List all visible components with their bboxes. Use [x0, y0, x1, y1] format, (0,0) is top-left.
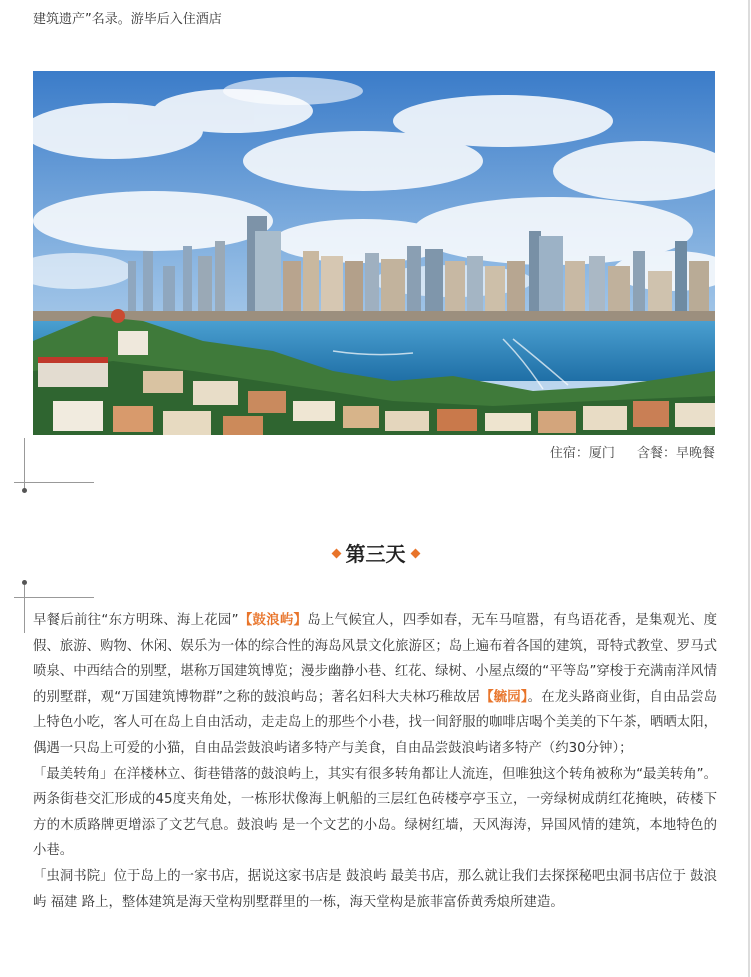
corner-ornament-dot: [22, 488, 27, 493]
diamond-icon: [410, 549, 420, 559]
itinerary-paragraph: [33, 608, 717, 762]
day-title: [0, 538, 751, 567]
photo-caption: [544, 442, 715, 461]
xiamen-skyline-photo: [33, 71, 715, 435]
highlight-yuyuan: 【毓园】: [480, 689, 528, 705]
page-right-border: [748, 0, 750, 977]
paragraph-text: 。在龙头路商业街，自由品尝岛上特色小吃，客人可在岛上自由活动，走走岛上的那些个小巷，找一间舒服的咖啡店喝个美美的下午茶，晒晒太阳，偶遇一只岛上可爱的小猫，自由品尝鼓浪屿诸多特产与美食，自由品尝鼓浪屿诸多特产（约30分钟）；: [33, 689, 717, 756]
itinerary-paragraph: 「虫洞书院」位于岛上的一家书店，据说这家书店是 鼓浪屿 最美书店，那么就让我们去探探秘吧虫洞书店位于 鼓浪屿 福建 路上，整体建筑是海天堂构别墅群里的一栋，海天堂构是旅菲富侨黄秀烺所建造。: [33, 868, 717, 910]
paragraph-text: 早餐后前往“东方明珠、海上花园”: [33, 613, 239, 628]
stay-label: 住宿：厦门: [549, 446, 615, 461]
paragraph-text: 岛上气候宜人，四季如春，无车马喧嚣，有鸟语花香，是集观光、度假、旅游、购物、休闲、娱乐为一体的综合性的海岛风景文化旅游区；岛上遍布着各国的建筑，哥特式教堂、罗马式喷泉、中西结合的别墅，堪称万国建筑博览；漫步幽静小巷、红花、绿树、小屋点缀的“平等岛”穿梭于充满南洋风情的别墅群，观“万国建筑博物群”之称的鼓浪屿岛；著名妇科大夫林巧稚故居: [33, 613, 718, 705]
itinerary-paragraph: 「最美转角」在洋楼林立、街巷错落的鼓浪屿上，其实有很多转角都让人流连，但唯独这个转角被称为“最美转角”。两条街巷交汇形成的45度夹角处，一栋形状像海上帆船的三层红色砖楼亭亭玉立，一旁绿树成荫红花掩映，砖楼下方的木质路牌更增添了文艺气息。鼓浪屿 是一个文艺的小岛。绿树红墙，天风海涛，异国风情的建筑，本地特色的小巷。: [33, 766, 717, 859]
corner-ornament-line: [24, 585, 25, 633]
highlight-gulangyu: 【鼓浪屿】: [238, 613, 308, 628]
diamond-icon: [331, 549, 341, 559]
intro-text-line: 建筑遗产”名录。游毕后入住酒店: [33, 12, 222, 27]
corner-ornament-line: [14, 597, 94, 598]
corner-ornament-line: [14, 482, 94, 483]
meals-label: 含餐：早晚餐: [636, 446, 715, 461]
day-three-itinerary: [33, 608, 717, 915]
day-title-text: 第三天: [345, 542, 406, 566]
